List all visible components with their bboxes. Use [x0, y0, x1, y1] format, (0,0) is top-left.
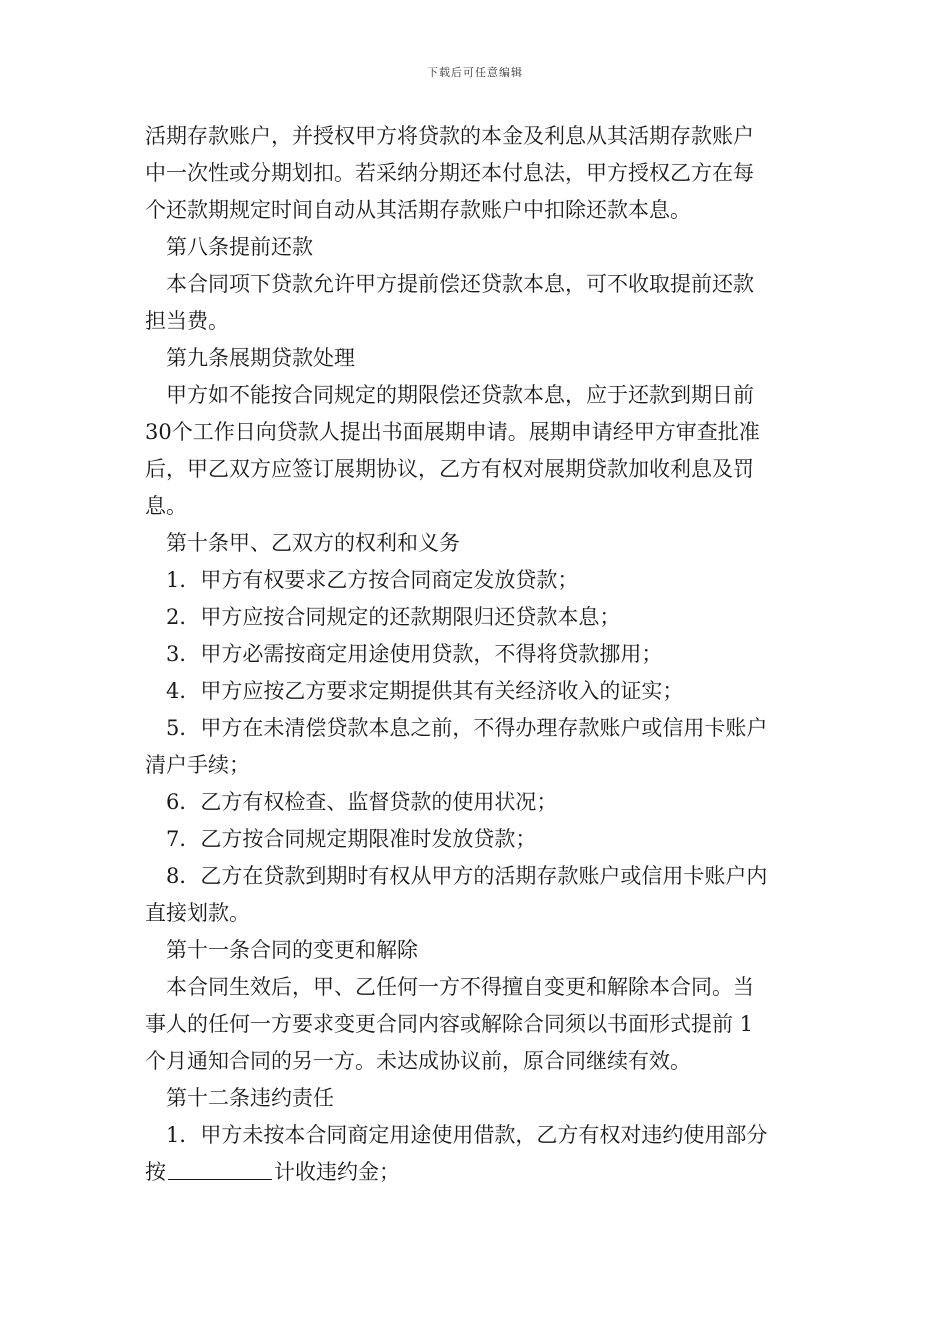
line-suffix: 计收违约金； [274, 1160, 400, 1184]
page-header: 下载后可任意编辑 [427, 66, 523, 79]
text-line: 后，甲乙双方应签订展期协议，乙方有权对展期贷款加收利息及罚 [145, 457, 754, 481]
section-heading-9: 第九条展期贷款处理 [166, 346, 355, 370]
text-line: 事人的任何一方要求变更合同内容或解除合同须以书面形式提前 1 [145, 1012, 754, 1036]
section-heading-8: 第八条提前还款 [166, 235, 313, 259]
text-line: 30个工作日向贷款人提出书面展期申请。展期申请经甲方审查批准 [145, 420, 760, 444]
text-line: 中一次性或分期划扣。若采纳分期还本付息法，甲方授权乙方在每 [145, 161, 754, 185]
list-item: 5．甲方在未清偿贷款本息之前，不得办理存款账户或信用卡账户 [166, 716, 768, 740]
list-item: 6．乙方有权检查、监督贷款的使用状况； [166, 790, 558, 814]
list-item: 2．甲方应按合同规定的还款期限归还贷款本息； [166, 605, 621, 629]
document-body [145, 118, 810, 1191]
text-line: 息。 [145, 494, 187, 518]
text-line: 本合同生效后，甲、乙任何一方不得擅自变更和解除本合同。当 [166, 975, 754, 999]
text-line: 活期存款账户，并授权甲方将贷款的本金及利息从其活期存款账户 [145, 124, 754, 148]
section-heading-11: 第十一条合同的变更和解除 [166, 938, 418, 962]
list-item: 1．甲方未按本合同商定用途使用借款，乙方有权对违约使用部分 [166, 1123, 768, 1147]
text-line: 担当费。 [145, 309, 229, 333]
list-item: 8．乙方在贷款到期时有权从甲方的活期存款账户或信用卡账户内 [166, 864, 768, 888]
list-item: 4．甲方应按乙方要求定期提供其有关经济收入的证实； [166, 679, 684, 703]
list-item: 1．甲方有权要求乙方按合同商定发放贷款； [166, 568, 579, 592]
section-heading-12: 第十二条违约责任 [166, 1086, 334, 1110]
list-item: 7．乙方按合同规定期限准时发放贷款； [166, 827, 537, 851]
text-line: 清户手续； [145, 753, 250, 777]
text-line: 甲方如不能按合同规定的期限偿还贷款本息，应于还款到期日前 [166, 383, 754, 407]
text-line: 本合同项下贷款允许甲方提前偿还贷款本息，可不收取提前还款 [166, 272, 754, 296]
text-line: 个还款期规定时间自动从其活期存款账户中扣除还款本息。 [145, 198, 691, 222]
text-line: 直接划款。 [145, 901, 250, 925]
list-item: 3．甲方必需按商定用途使用贷款，不得将贷款挪用； [166, 642, 663, 666]
section-heading-10: 第十条甲、乙双方的权利和义务 [166, 531, 460, 555]
line-prefix: 按 [145, 1160, 166, 1184]
fill-in-blank [168, 1154, 272, 1180]
text-line-with-blank [145, 1154, 810, 1191]
text-line: 个月通知合同的另一方。未达成协议前，原合同继续有效。 [145, 1049, 691, 1073]
